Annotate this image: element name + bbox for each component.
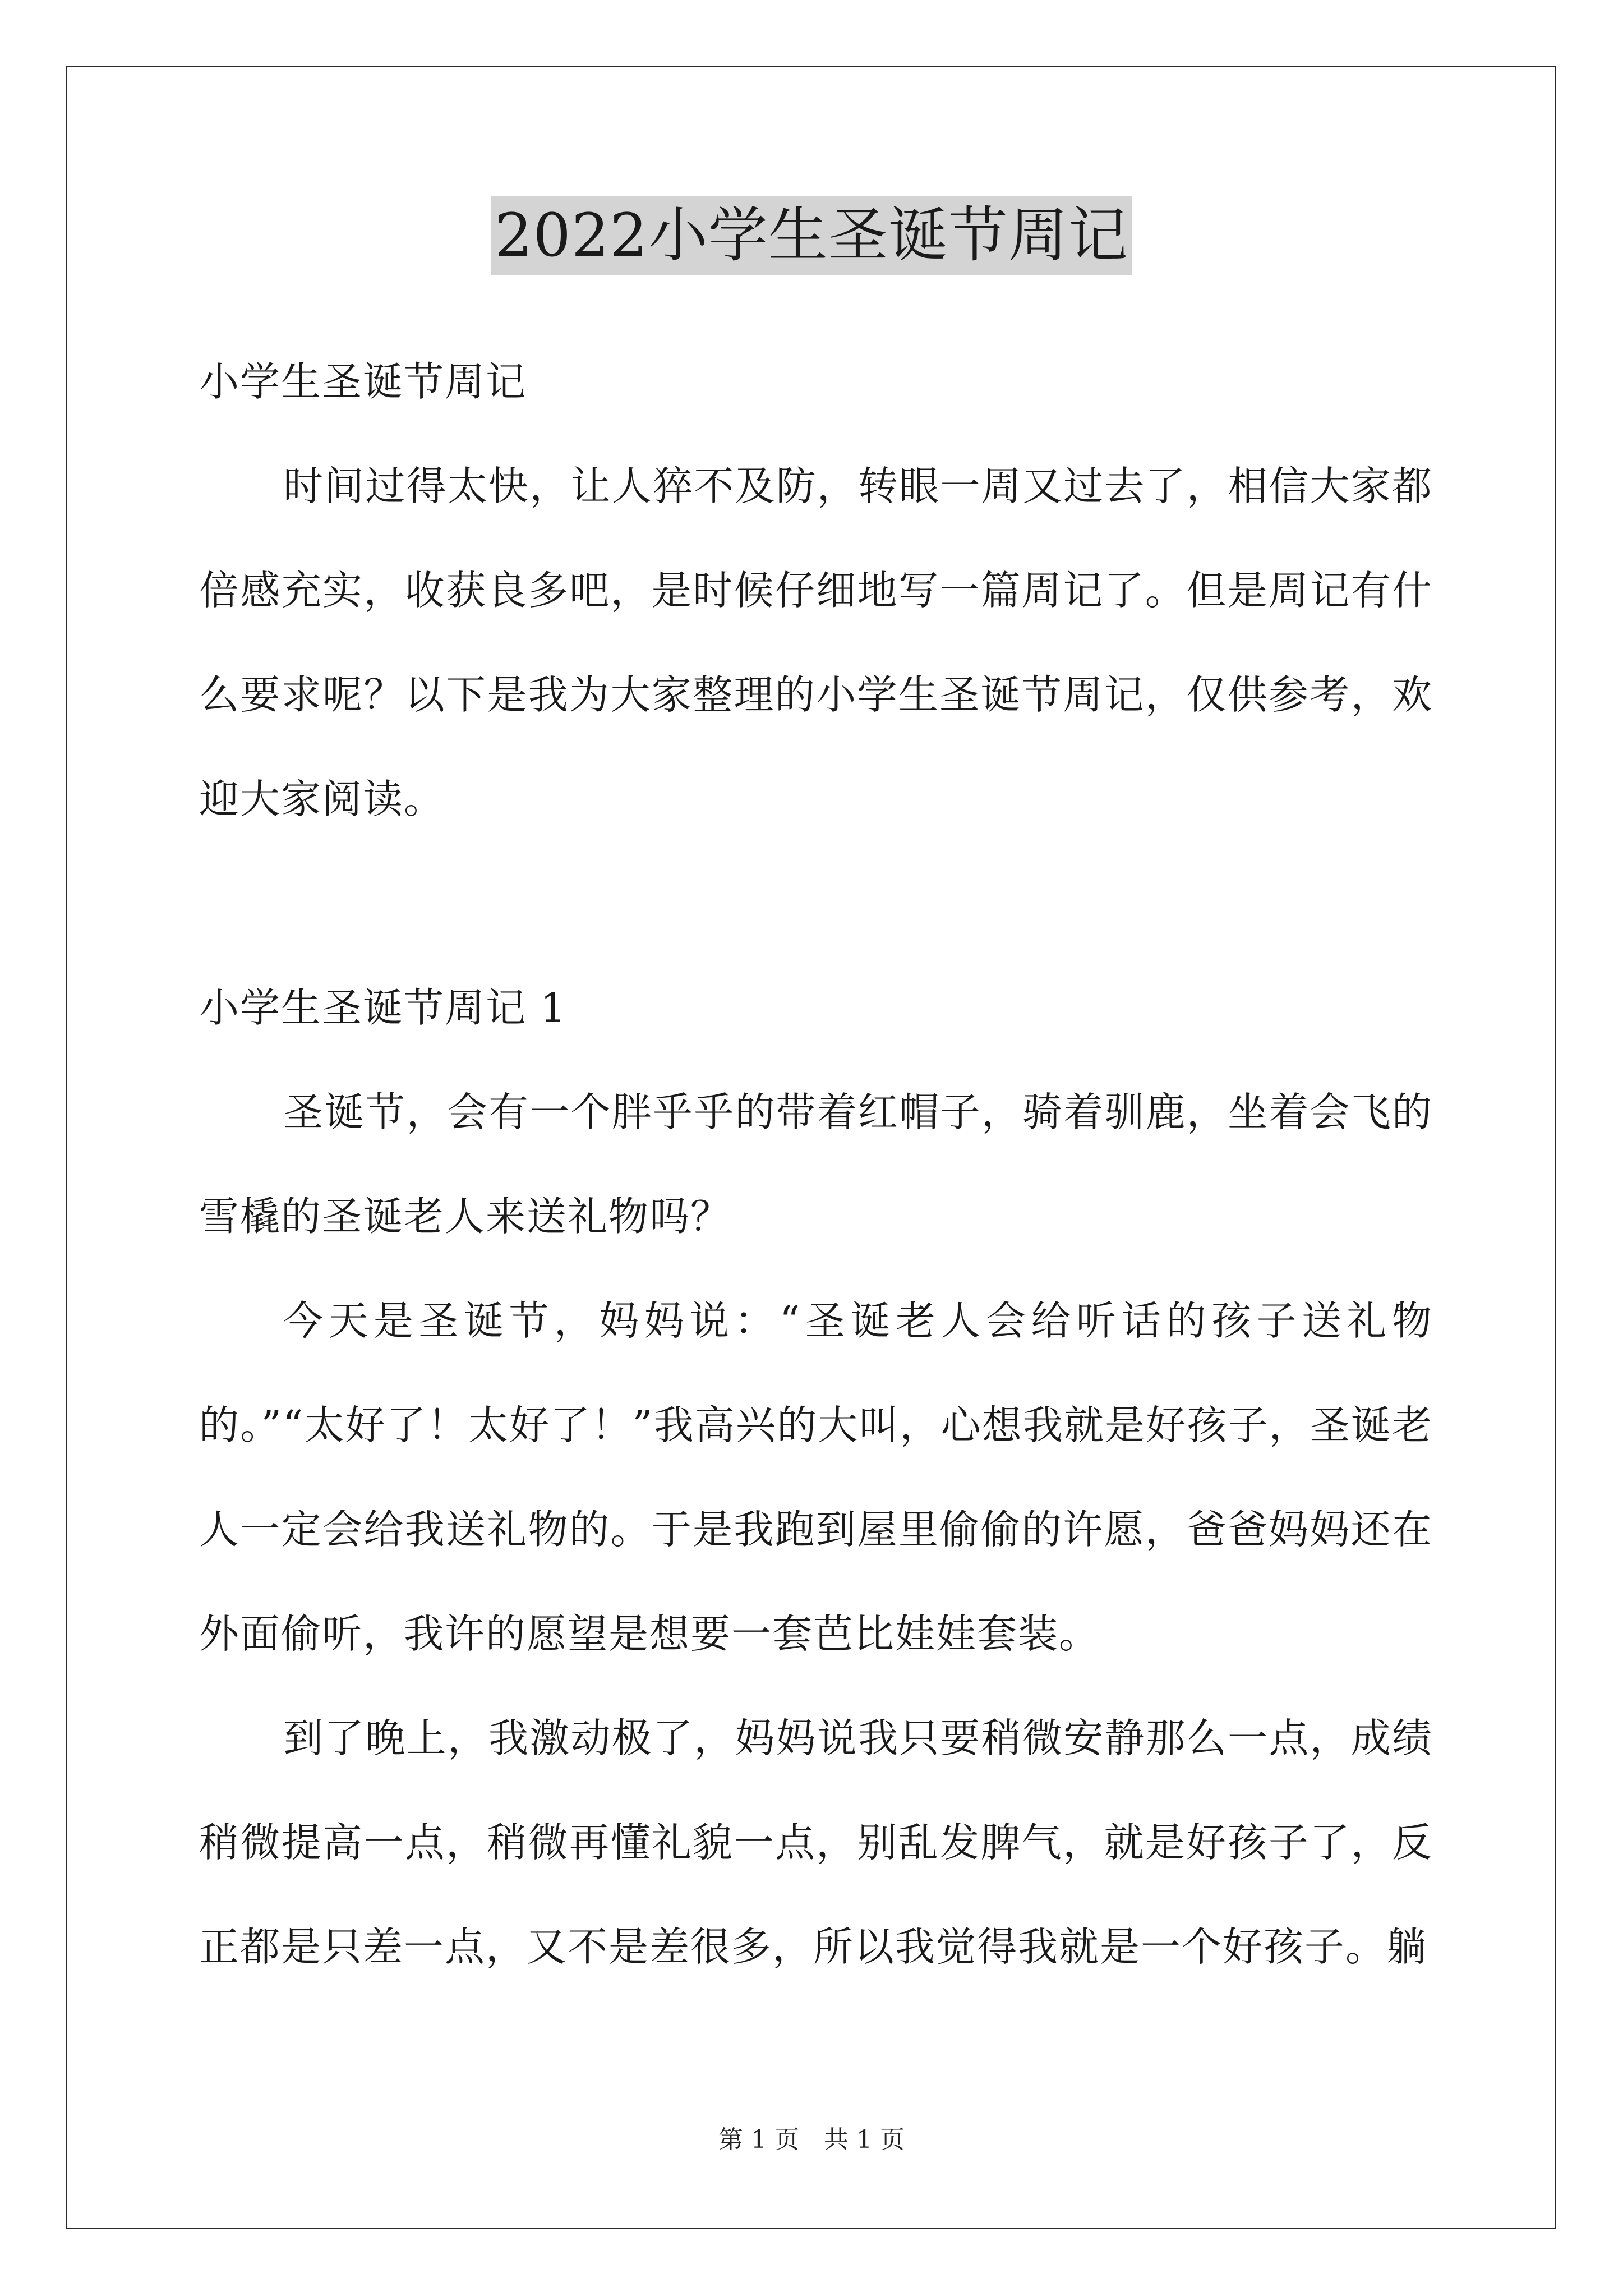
document-title: 2022小学生圣诞节周记 <box>491 196 1132 275</box>
title-container <box>0 196 1623 275</box>
subtitle: 小学生圣诞节周记 <box>199 358 527 405</box>
body-paragraph-3: 到了晚上，我激动极了，妈妈说我只要稍微安静那么一点，成绩稍微提高一点，稍微再懂礼貌一点，别乱发脾气，就是好孩子了，反正都是只差一点，又不是差很多，所以我觉得我就是一个好孩子。躺 <box>199 1715 1433 1970</box>
document-body <box>199 330 1433 1999</box>
intro-paragraph: 时间过得太快，让人猝不及防，转眼一周又过去了，相信大家都倍感充实，收获良多吧，是时候仔细地写一篇周记了。但是周记有什么要求呢？以下是我为大家整理的小学生圣诞节周记，仅供参考，欢迎大家阅读。 <box>199 463 1433 822</box>
section-heading: 小学生圣诞节周记 1 <box>199 984 567 1031</box>
paragraph-gap <box>199 852 1433 956</box>
body-paragraph-2: 今天是圣诞节，妈妈说：“圣诞老人会给听话的孩子送礼物的。”“太好了！太好了！”我高兴的大叫，心想我就是好孩子，圣诞老人一定会给我送礼物的。于是我跑到屋里偷偷的许愿，爸爸妈妈还在外面偷听，我许的愿望是想要一套芭比娃娃套装。 <box>199 1297 1433 1657</box>
page-footer: 第 1 页 共 1 页 <box>718 2125 905 2154</box>
body-paragraph-1: 圣诞节，会有一个胖乎乎的带着红帽子，骑着驯鹿，坐着会飞的雪橇的圣诞老人来送礼物吗？ <box>199 1089 1433 1240</box>
